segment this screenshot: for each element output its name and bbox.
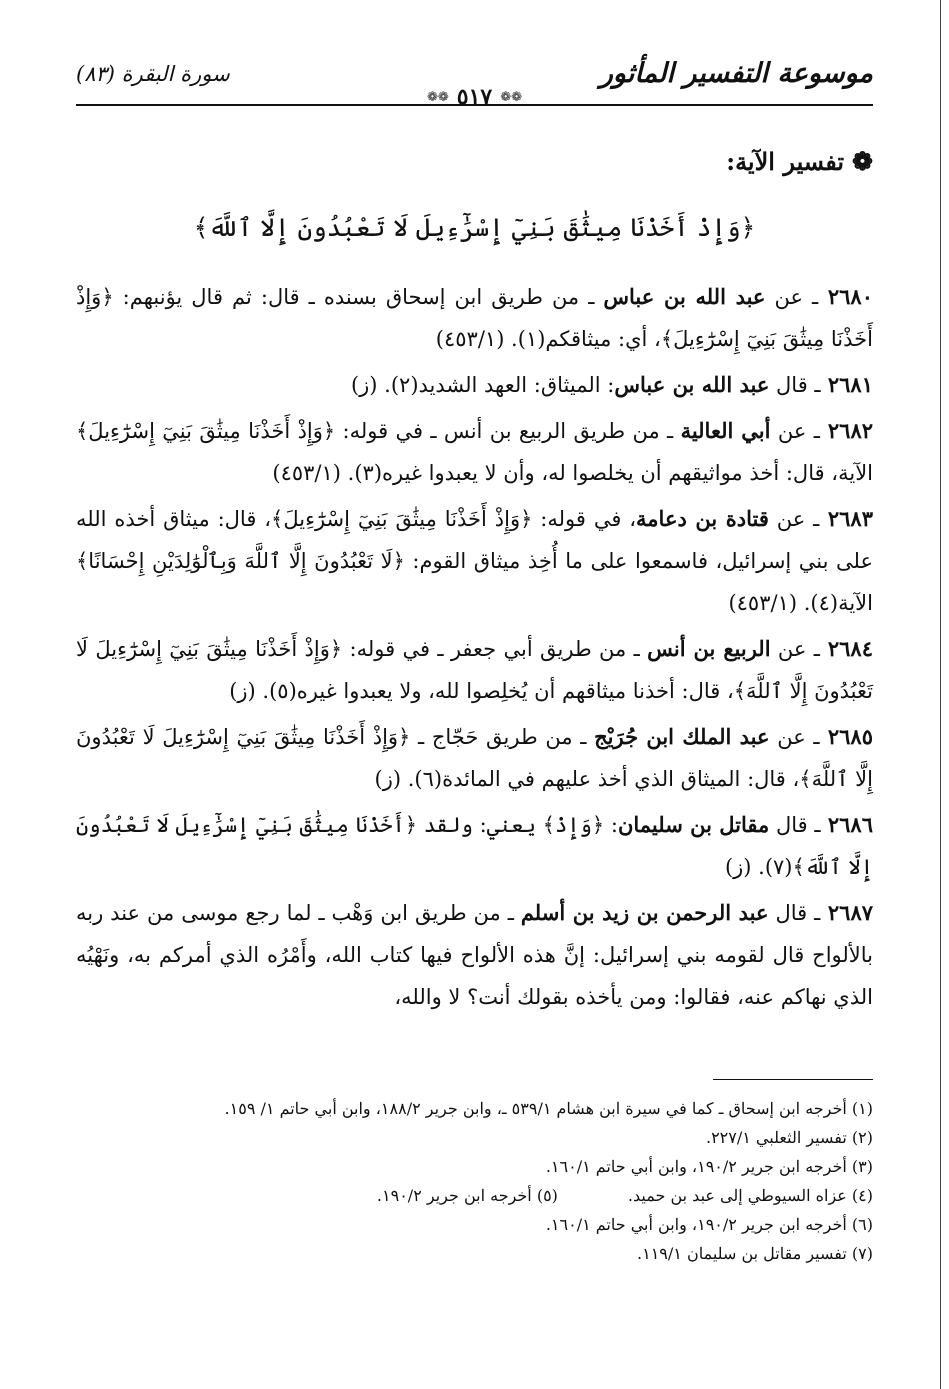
entry-text: ـ من طريق الربيع بن أنس ـ في قوله: ﴿وَإِذْ أَخَذْنَا مِيثَٰقَ بَنِيٓ إِسْرَٰٓءِيلَ﴾ الآية، قال: أخذ مواثيقهم أن يخلصوا له، وأن لا يعبدوا غيره(٣). (٤٥٣/١): [76, 419, 873, 485]
narration-entry: [76, 410, 873, 494]
entry-text: ـ عن: [770, 637, 820, 661]
entry-text: ـ قال: [768, 901, 821, 925]
entry-text: ـ عن: [765, 285, 819, 309]
narrator-name: عبد الله بن عباس: [603, 284, 766, 309]
narrator-name: عبد الرحمن بن زيد بن أسلم: [520, 900, 769, 925]
section-title: تفسير الآية:: [726, 147, 845, 176]
entry-text: ـ من طريق ابن إسحاق بسنده ـ قال: ثم قال يؤنبهم: ﴿وَإِذْ أَخَذْنَا مِيثَٰقَ بَنِيٓ إِسْرَٰٓءِيلَ﴾، أي: ميثاقكم(١). (٤٥٣/١): [76, 285, 873, 351]
footnote-4: (٤) عزاه السيوطي إلى عبد بن حميد.: [627, 1186, 873, 1205]
entry-number: ٢٦٨٣: [819, 506, 873, 531]
header-rule: [76, 104, 873, 106]
entry-number: ٢٦٨٢: [819, 418, 874, 443]
footnote-pair: [76, 1181, 873, 1210]
flower-icon: ❁: [852, 147, 873, 176]
book-title: موسوعة التفسير المأثور: [599, 58, 873, 89]
entry-number: ٢٦٨٠: [818, 284, 873, 309]
footnote-6: (٦) أخرجه ابن جرير ١٩٠/٢، وابن أبي حاتم ١٦٠/١.: [545, 1215, 873, 1234]
footnote-2: (٢) تفسير الثعلبي ٢٢٧/١.: [705, 1128, 873, 1147]
running-header: [76, 58, 873, 110]
entry-text: ، في قوله: ﴿وَإِذْ أَخَذْنَا مِيثَٰقَ بَنِيٓ إِسْرَٰٓءِيلَ﴾، قال: ميثاق أخذه الله على بني إسرائيل، فاسمعوا على ما أُخِذ ميثاق القوم: ﴿لَا تَعْبُدُونَ إِلَّا ٱللَّهَ وَبِٱلْوَٰلِدَيْنِ إِحْسَانًا﴾ الآية(٤). (٤٥٣/١): [76, 507, 873, 615]
verse-heading: ﴿وَإِذْ أَخَذْنَا مِيثَٰقَ بَنِيٓ إِسْرَٰٓءِيلَ لَا تَعْبُدُونَ إِلَّا ٱللَّهَ﴾: [193, 213, 756, 242]
narration-entry: [76, 804, 873, 888]
entries-list: [76, 276, 873, 1022]
narration-entry: [76, 498, 873, 624]
footnote-1: (١) أخرجه ابن إسحاق ـ كما في سيرة ابن هشام ٥٣٩/١ ـ، وابن جرير ١٨٨/٢، وابن أبي حاتم ١/ ١٥٩.: [224, 1099, 873, 1118]
entry-text: : ﴿وَإِذْ﴾ يعني: ولقد ﴿أَخَذْنَا مِيثَٰقَ بَنِيٓ إِسْرَٰٓءِيلَ لَا تَعْبُدُونَ إِلَّا ٱللَّهَ﴾(٧). (ز): [76, 813, 873, 879]
page-number-block: [427, 84, 522, 110]
narration-entry: [76, 892, 873, 1018]
entry-text: ـ قال: [769, 373, 821, 397]
entry-number: ٢٦٨١: [820, 372, 873, 397]
entry-number: ٢٦٨٧: [820, 900, 874, 925]
entry-text: : الميثاق: العهد الشديد(٢). (ز): [350, 373, 615, 397]
narration-entry: [76, 716, 873, 800]
entry-text: ـ من طريق أبي جعفر ـ في قوله: ﴿وَإِذْ أَخَذْنَا مِيثَٰقَ بَنِيٓ إِسْرَٰٓءِيلَ لَا تَعْبُدُونَ إِلَّا ٱللَّهَ﴾، قال: أخذنا ميثاقهم أن يُخلِصوا لله، ولا يعبدوا غيره(٥). (ز): [76, 637, 873, 703]
entry-number: ٢٦٨٦: [820, 812, 873, 837]
narrator-name: قتادة بن دعامة: [636, 506, 769, 531]
narrator-name: الربيع بن أنس: [647, 636, 771, 661]
entry-text: ـ من طريق حَجّاج ـ ﴿وَإِذْ أَخَذْنَا مِيثَٰقَ بَنِيٓ إِسْرَٰٓءِيلَ لَا تَعْبُدُونَ إِلَّا ٱللَّهَ﴾، قال: الميثاق الذي أخذ عليهم في المائدة(٦). (ز): [76, 725, 873, 791]
section-heading: [726, 147, 873, 176]
narration-entry: [76, 276, 873, 360]
narrator-name: عبد الملك ابن جُرَيْج: [594, 724, 770, 749]
surah-reference: سورة البقرة (٨٣): [76, 62, 230, 86]
entry-text: ـ عن: [770, 419, 820, 443]
narrator-name: مقاتل بن سليمان: [617, 812, 770, 837]
entry-text: ـ قال: [769, 813, 821, 837]
entry-number: ٢٦٨٤: [819, 636, 873, 661]
footnote-rule: [713, 1079, 873, 1080]
narration-entry: [76, 628, 873, 712]
narrator-name: أبي العالية: [680, 418, 771, 443]
page-number: ٥١٧: [456, 84, 493, 110]
entry-text: ـ عن: [769, 725, 820, 749]
footnote-3: (٣) أخرجه ابن جرير ١٩٠/٢، وابن أبي حاتم ١٦٠/١.: [545, 1157, 873, 1176]
ornament-left-icon: ❁❁: [426, 89, 449, 105]
narrator-name: عبد الله بن عباس: [614, 372, 770, 397]
narration-entry: [76, 364, 873, 406]
ornament-right-icon: ❁❁: [500, 89, 523, 105]
entry-text: ـ من طريق ابن وَهْب ـ لما رجع موسى من عند ربه بالألواح قال لقومه بني إسرائيل: إنَّ هذه الألواح فيها كتاب الله، وأَمْرُه الذي أمركم به، ونَهْيُه الذي نهاكم عنه، فقالوا: ومن يأخذه بقولك أنت؟ لا والله،: [76, 901, 873, 1009]
footnote-7: (٧) تفسير مقاتل بن سليمان ١١٩/١.: [637, 1244, 873, 1263]
entry-text: ـ عن: [768, 507, 820, 531]
footnotes: [76, 1094, 873, 1268]
page-edge: [940, 0, 947, 1389]
entry-number: ٢٦٨٥: [819, 724, 873, 749]
footnote-5: (٥) أخرجه ابن جرير ١٩٠/٢.: [376, 1186, 558, 1205]
